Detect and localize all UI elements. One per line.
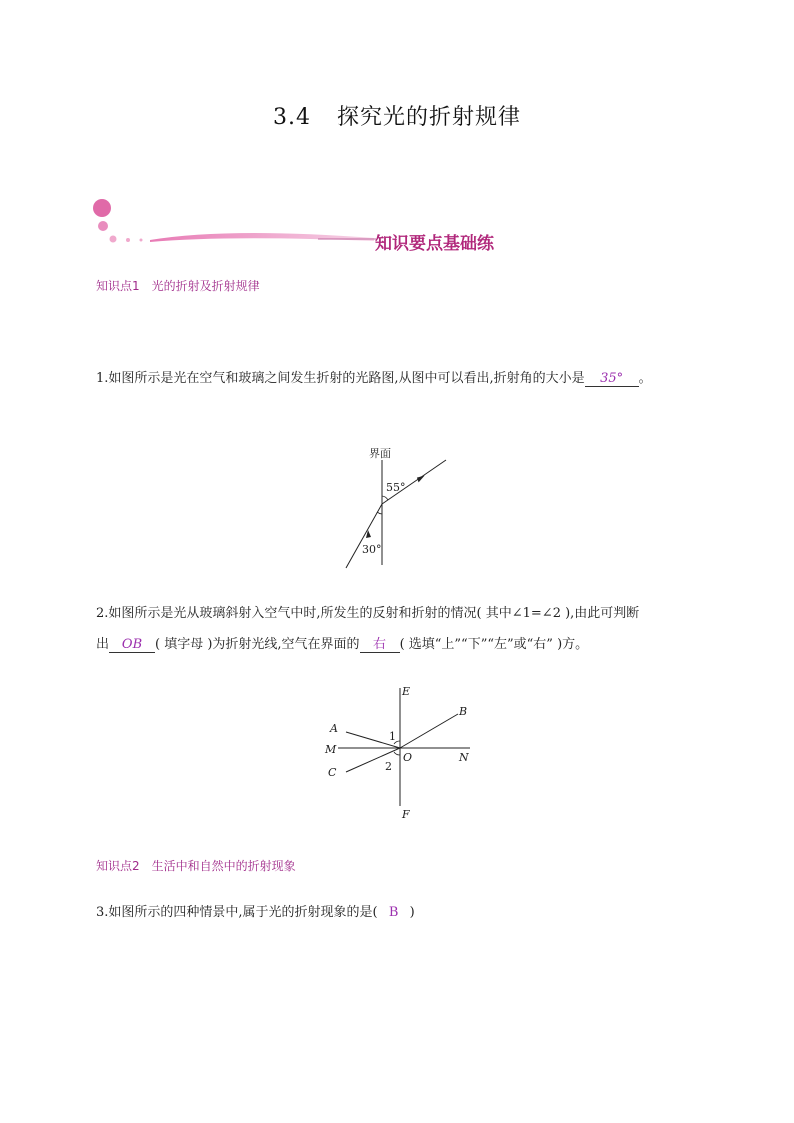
refraction-diagram-1 — [340, 440, 460, 575]
large-dot-icon — [93, 199, 111, 217]
label-c: C — [328, 766, 337, 779]
knowledge-point-1 — [96, 277, 260, 294]
question-text: 3.如图所示的四种情景中,属于光的折射现象的是( — [96, 905, 378, 920]
knowledge-point-title: 生活中和自然中的折射现象 — [151, 859, 296, 873]
question-text: ( 选填“上”“下”“左”或“右” )方。 — [399, 637, 589, 652]
label-a: A — [330, 722, 338, 735]
incident-ray — [346, 504, 382, 568]
question-3 — [96, 901, 415, 920]
knowledge-point-index: 知识点2 — [96, 859, 140, 873]
label-f: F — [402, 808, 410, 821]
knowledge-point-2 — [96, 857, 296, 874]
stripe-decoration — [150, 233, 374, 242]
question-text-end: ) — [409, 905, 415, 920]
knowledge-point-index: 知识点1 — [96, 279, 140, 293]
label-b: B — [459, 705, 468, 718]
angle-2-label: 2 — [385, 760, 392, 773]
medium-dot-icon — [98, 221, 108, 231]
question-1 — [96, 367, 652, 387]
answer-blank: 右 — [360, 633, 400, 653]
angle-label-top: 55° — [386, 481, 406, 494]
answer-choice: B — [388, 905, 399, 920]
section-title: 探究光的折射规律 — [336, 105, 521, 130]
section-number: 3.4 — [272, 105, 311, 130]
question-text: 出 — [96, 637, 110, 652]
ray-ob — [400, 714, 458, 748]
tiny-dot-icon — [126, 238, 130, 242]
angle-arc — [377, 512, 382, 514]
angle-1-label: 1 — [389, 730, 396, 743]
page-title — [0, 100, 794, 131]
knowledge-point-title: 光的折射及折射规律 — [151, 279, 260, 293]
label-e: E — [402, 685, 411, 698]
angle-label-bottom: 30° — [362, 543, 382, 556]
arrow-icon — [417, 475, 426, 482]
angle-arc — [394, 752, 400, 755]
label-m: M — [325, 743, 337, 756]
question-text: ( 填字母 )为折射光线,空气在界面的 — [155, 637, 360, 652]
angle-arc — [382, 496, 388, 500]
section-header-decoration — [88, 195, 388, 255]
label-n: N — [459, 751, 469, 764]
label-o: O — [403, 751, 413, 764]
answer-blank: 35° — [585, 371, 639, 387]
answer-blank: OB — [109, 637, 155, 653]
tiny-dot-icon — [140, 239, 143, 242]
reflection-refraction-diagram — [318, 680, 478, 822]
question-text: 1.如图所示是光在空气和玻璃之间发生折射的光路图,从图中可以看出,折射角的大小是 — [96, 371, 585, 386]
question-text-end: 。 — [638, 371, 652, 386]
small-dot-icon — [110, 236, 117, 243]
interface-label: 界面 — [369, 447, 391, 460]
question-2-line-2 — [96, 633, 588, 653]
section-label: 知识要点基础练 — [375, 234, 494, 254]
question-2-line-1: 2.如图所示是光从玻璃斜射入空气中时,所发生的反射和折射的情况( 其中∠1=∠2 ),由此可判断 — [96, 606, 640, 621]
